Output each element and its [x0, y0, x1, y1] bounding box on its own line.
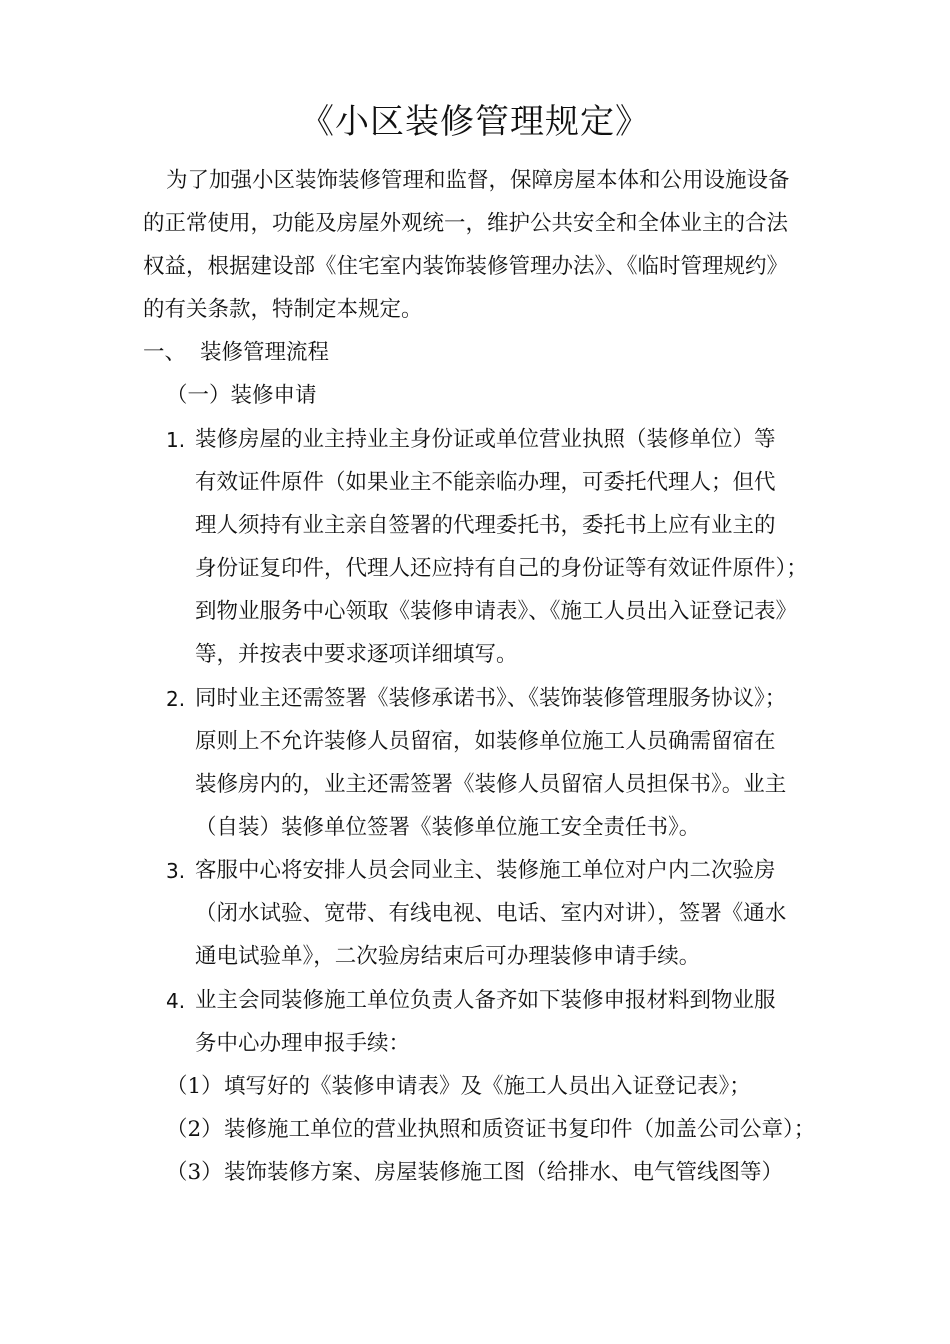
- list-item-line: 客服中心将安排人员会同业主、装修施工单位对户内二次验房: [195, 858, 776, 883]
- list-item-line: 理人须持有业主亲自签署的代理委托书，委托书上应有业主的: [195, 513, 776, 538]
- list-item-number: 4.: [166, 989, 186, 1013]
- list-item-line: 身份证复印件，代理人还应持有自己的身份证等有效证件原件）；: [195, 556, 808, 581]
- document-title: 《小区装修管理规定》: [300, 102, 650, 142]
- intro-line: 的有关条款，特制定本规定。: [143, 297, 423, 322]
- intro-line: 的正常使用，功能及房屋外观统一，维护公共安全和全体业主的合法: [143, 211, 789, 236]
- list-item-line: 原则上不允许装修人员留宿，如装修单位施工人员确需留宿在: [195, 729, 776, 754]
- list-item-line: 务中心办理申报手续：: [195, 1031, 411, 1056]
- material-number: （1）: [166, 1074, 223, 1099]
- material-text: 装饰装修方案、房屋装修施工图（给排水、电气管线图等）: [224, 1160, 784, 1185]
- section-heading: 装修管理流程: [200, 340, 330, 365]
- intro-line: 为了加强小区装饰装修管理和监督，保障房屋本体和公用设施设备: [166, 168, 790, 193]
- list-item-line: 业主会同装修施工单位负责人备齐如下装修申报材料到物业服: [195, 988, 776, 1013]
- list-item-line: 装修房内的，业主还需签署《装修人员留宿人员担保书》。业主: [195, 772, 787, 797]
- material-text: 装修施工单位的营业执照和质资证书复印件（加盖公司公章）；: [224, 1117, 816, 1142]
- list-item-line: 通电试验单》，二次验房结束后可办理装修申请手续。: [195, 944, 701, 969]
- list-item-number: 3.: [166, 859, 186, 883]
- list-item-number: 1.: [166, 428, 186, 452]
- subsection-heading: （一）装修申请: [166, 383, 317, 408]
- list-item-line: 有效证件原件（如果业主不能亲临办理，可委托代理人；但代: [195, 470, 776, 495]
- list-item-number: 2.: [166, 687, 186, 711]
- list-item-line: 同时业主还需签署《装修承诺书》、《装饰装修管理服务协议》；: [195, 686, 787, 711]
- list-item-line: 等，并按表中要求逐项详细填写。: [195, 642, 518, 667]
- intro-line: 权益，根据建设部《住宅室内装饰装修管理办法》、《临时管理规约》: [143, 254, 789, 279]
- list-item-line: 到物业服务中心领取《装修申请表》、《施工人员出入证登记表》: [195, 599, 798, 624]
- list-item-line: （闭水试验、宽带、有线电视、电话、室内对讲），签署《通水: [195, 901, 787, 926]
- section-number: 一、: [143, 340, 187, 365]
- list-item-line: 装修房屋的业主持业主身份证或单位营业执照（装修单位）等: [195, 427, 776, 452]
- material-text: 填写好的《装修申请表》及《施工人员出入证登记表》；: [224, 1074, 751, 1099]
- list-item-line: （自装）装修单位签署《装修单位施工安全责任书》。: [195, 815, 701, 840]
- material-number: （2）: [166, 1117, 223, 1142]
- material-number: （3）: [166, 1160, 223, 1185]
